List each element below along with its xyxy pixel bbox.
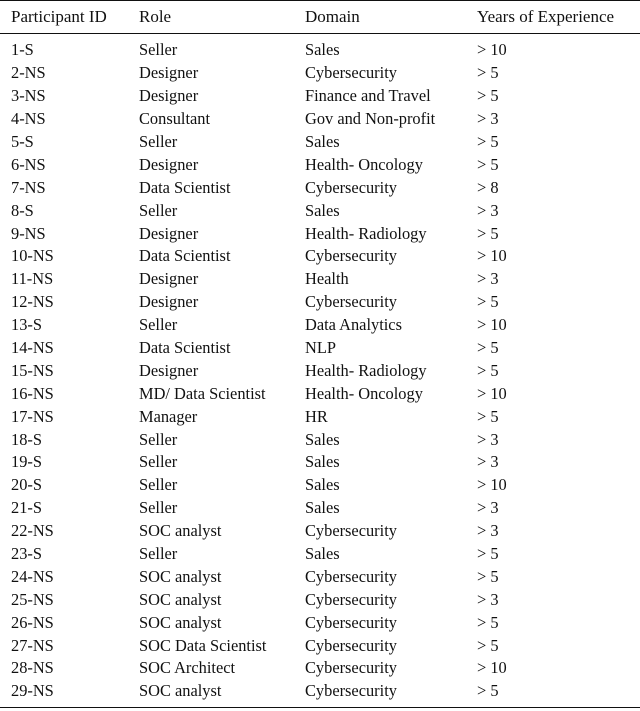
cell-years-of-experience: > 3 [477, 589, 499, 609]
cell-years-of-experience: > 3 [477, 269, 499, 289]
cell-years-of-experience: > 5 [477, 223, 499, 243]
cell-domain: Health [305, 269, 349, 289]
table-row [0, 85, 640, 108]
cell-role: Designer [139, 86, 199, 106]
cell-years-of-experience: > 5 [477, 544, 499, 564]
cell-participant-id: 2-NS [11, 63, 46, 83]
header-row [0, 1, 640, 34]
cell-role: Data Scientist [139, 177, 231, 197]
table-row [0, 565, 640, 588]
cell-domain: Cybersecurity [305, 635, 397, 655]
cell-participant-id: 27-NS [11, 635, 54, 655]
cell-participant-id: 13-S [11, 315, 42, 335]
cell-participant-id: 9-NS [11, 223, 46, 243]
cell-role: Designer [139, 360, 199, 380]
cell-participant-id: 5-S [11, 132, 34, 151]
cell-years-of-experience: > 3 [477, 200, 499, 220]
cell-participant-id: 24-NS [11, 566, 54, 586]
cell-years-of-experience: > 5 [477, 360, 499, 380]
table-row [0, 405, 640, 428]
cell-role: Manager [139, 406, 198, 426]
cell-years-of-experience: > 5 [477, 406, 499, 426]
cell-domain: Cybersecurity [305, 521, 397, 541]
cell-role: SOC analyst [139, 566, 222, 586]
cell-participant-id: 28-NS [11, 658, 54, 678]
header-years-of-experience: Years of Experience [477, 7, 615, 26]
cell-domain: Cybersecurity [305, 292, 397, 312]
cell-role: Designer [139, 269, 199, 289]
cell-participant-id: 29-NS [11, 681, 54, 701]
cell-domain: Health- Oncology [305, 383, 423, 403]
table-row [0, 199, 640, 222]
cell-participant-id: 20-S [11, 475, 42, 495]
cell-participant-id: 14-NS [11, 338, 54, 358]
cell-years-of-experience: > 10 [477, 315, 507, 335]
cell-role: Consultant [139, 109, 211, 129]
cell-participant-id: 4-NS [11, 109, 46, 129]
table-row [0, 314, 640, 337]
cell-role: SOC analyst [139, 612, 222, 632]
cell-years-of-experience: > 3 [477, 429, 499, 449]
table-row [0, 497, 640, 520]
cell-domain: Cybersecurity [305, 246, 397, 266]
cell-role: SOC analyst [139, 521, 222, 541]
cell-role: SOC Data Scientist [139, 635, 267, 655]
cell-participant-id: 11-NS [11, 269, 54, 289]
cell-role: Seller [139, 429, 178, 449]
cell-domain: Cybersecurity [305, 63, 397, 83]
cell-participant-id: 7-NS [11, 177, 46, 197]
table-row [0, 657, 640, 680]
table-row [0, 359, 640, 382]
cell-years-of-experience: > 5 [477, 338, 499, 358]
cell-domain: Health- Oncology [305, 154, 423, 174]
cell-domain: Sales [305, 452, 340, 472]
cell-role: Seller [139, 544, 178, 564]
cell-domain: Finance and Travel [305, 86, 431, 106]
cell-domain: Sales [305, 132, 340, 151]
table-row [0, 634, 640, 657]
cell-role: Seller [139, 475, 178, 495]
cell-role: Seller [139, 132, 178, 151]
cell-participant-id: 8-S [11, 200, 34, 220]
cell-participant-id: 22-NS [11, 521, 54, 541]
cell-role: SOC Architect [139, 658, 236, 678]
table-row [0, 34, 640, 62]
cell-years-of-experience: > 5 [477, 154, 499, 174]
cell-years-of-experience: > 10 [477, 475, 507, 495]
cell-role: Seller [139, 452, 178, 472]
table-row [0, 543, 640, 566]
cell-years-of-experience: > 5 [477, 635, 499, 655]
cell-domain: Health- Radiology [305, 223, 427, 243]
table-row [0, 222, 640, 245]
table-row [0, 611, 640, 634]
cell-participant-id: 16-NS [11, 383, 54, 403]
table-row [0, 382, 640, 405]
cell-domain: Sales [305, 498, 340, 518]
table-row [0, 245, 640, 268]
cell-years-of-experience: > 10 [477, 383, 507, 403]
cell-years-of-experience: > 3 [477, 521, 499, 541]
cell-role: Seller [139, 40, 178, 60]
cell-years-of-experience: > 8 [477, 177, 499, 197]
table-row [0, 680, 640, 707]
cell-participant-id: 25-NS [11, 589, 54, 609]
cell-participant-id: 18-S [11, 429, 42, 449]
table-row [0, 268, 640, 291]
cell-years-of-experience: > 5 [477, 132, 499, 151]
cell-domain: Sales [305, 200, 340, 220]
cell-role: MD/ Data Scientist [139, 383, 266, 403]
cell-participant-id: 15-NS [11, 360, 54, 380]
table-row [0, 337, 640, 360]
cell-domain: Cybersecurity [305, 566, 397, 586]
cell-domain: Cybersecurity [305, 658, 397, 678]
cell-domain: Cybersecurity [305, 177, 397, 197]
table-header [0, 1, 640, 34]
cell-role: Designer [139, 63, 199, 83]
cell-participant-id: 6-NS [11, 154, 46, 174]
table-body [0, 34, 640, 708]
cell-role: Designer [139, 154, 199, 174]
cell-participant-id: 17-NS [11, 406, 54, 426]
table-row [0, 153, 640, 176]
cell-domain: Sales [305, 40, 340, 60]
cell-participant-id: 3-NS [11, 86, 46, 106]
table-row [0, 428, 640, 451]
header-role: Role [139, 7, 172, 26]
cell-domain: Sales [305, 544, 340, 564]
table-row [0, 474, 640, 497]
cell-years-of-experience: > 5 [477, 612, 499, 632]
cell-domain: Sales [305, 429, 340, 449]
cell-years-of-experience: > 5 [477, 566, 499, 586]
cell-participant-id: 23-S [11, 544, 42, 564]
cell-domain: HR [305, 406, 328, 426]
cell-domain: Cybersecurity [305, 589, 397, 609]
cell-role: Data Scientist [139, 338, 231, 358]
cell-years-of-experience: > 5 [477, 63, 499, 83]
cell-role: Seller [139, 200, 178, 220]
header-participant-id: Participant ID [11, 7, 107, 26]
cell-role: Data Scientist [139, 246, 231, 266]
cell-domain: Gov and Non-profit [305, 109, 436, 129]
cell-participant-id: 21-S [11, 498, 42, 518]
header-domain: Domain [305, 7, 360, 26]
cell-years-of-experience: > 10 [477, 40, 507, 60]
cell-role: SOC analyst [139, 589, 222, 609]
cell-participant-id: 10-NS [11, 246, 54, 266]
cell-participant-id: 26-NS [11, 612, 54, 632]
cell-role: Seller [139, 315, 178, 335]
cell-role: Designer [139, 292, 199, 312]
table-row [0, 291, 640, 314]
cell-years-of-experience: > 3 [477, 498, 499, 518]
table-row [0, 588, 640, 611]
table-row [0, 62, 640, 85]
cell-years-of-experience: > 5 [477, 86, 499, 106]
cell-years-of-experience: > 5 [477, 292, 499, 312]
cell-years-of-experience: > 3 [477, 452, 499, 472]
table-row [0, 520, 640, 543]
table-row [0, 131, 640, 154]
table-row [0, 108, 640, 131]
cell-domain: Cybersecurity [305, 681, 397, 701]
cell-role: Designer [139, 223, 199, 243]
cell-domain: Sales [305, 475, 340, 495]
cell-years-of-experience: > 3 [477, 109, 499, 129]
cell-participant-id: 12-NS [11, 292, 54, 312]
cell-years-of-experience: > 10 [477, 658, 507, 678]
cell-domain: Cybersecurity [305, 612, 397, 632]
cell-years-of-experience: > 10 [477, 246, 507, 266]
cell-participant-id: 1-S [11, 40, 34, 60]
cell-domain: NLP [305, 338, 336, 358]
cell-domain: Data Analytics [305, 315, 402, 335]
cell-role: Seller [139, 498, 178, 518]
table-row [0, 176, 640, 199]
cell-years-of-experience: > 5 [477, 681, 499, 701]
cell-participant-id: 19-S [11, 452, 42, 472]
table-row [0, 451, 640, 474]
cell-domain: Health- Radiology [305, 360, 427, 380]
cell-role: SOC analyst [139, 681, 222, 701]
